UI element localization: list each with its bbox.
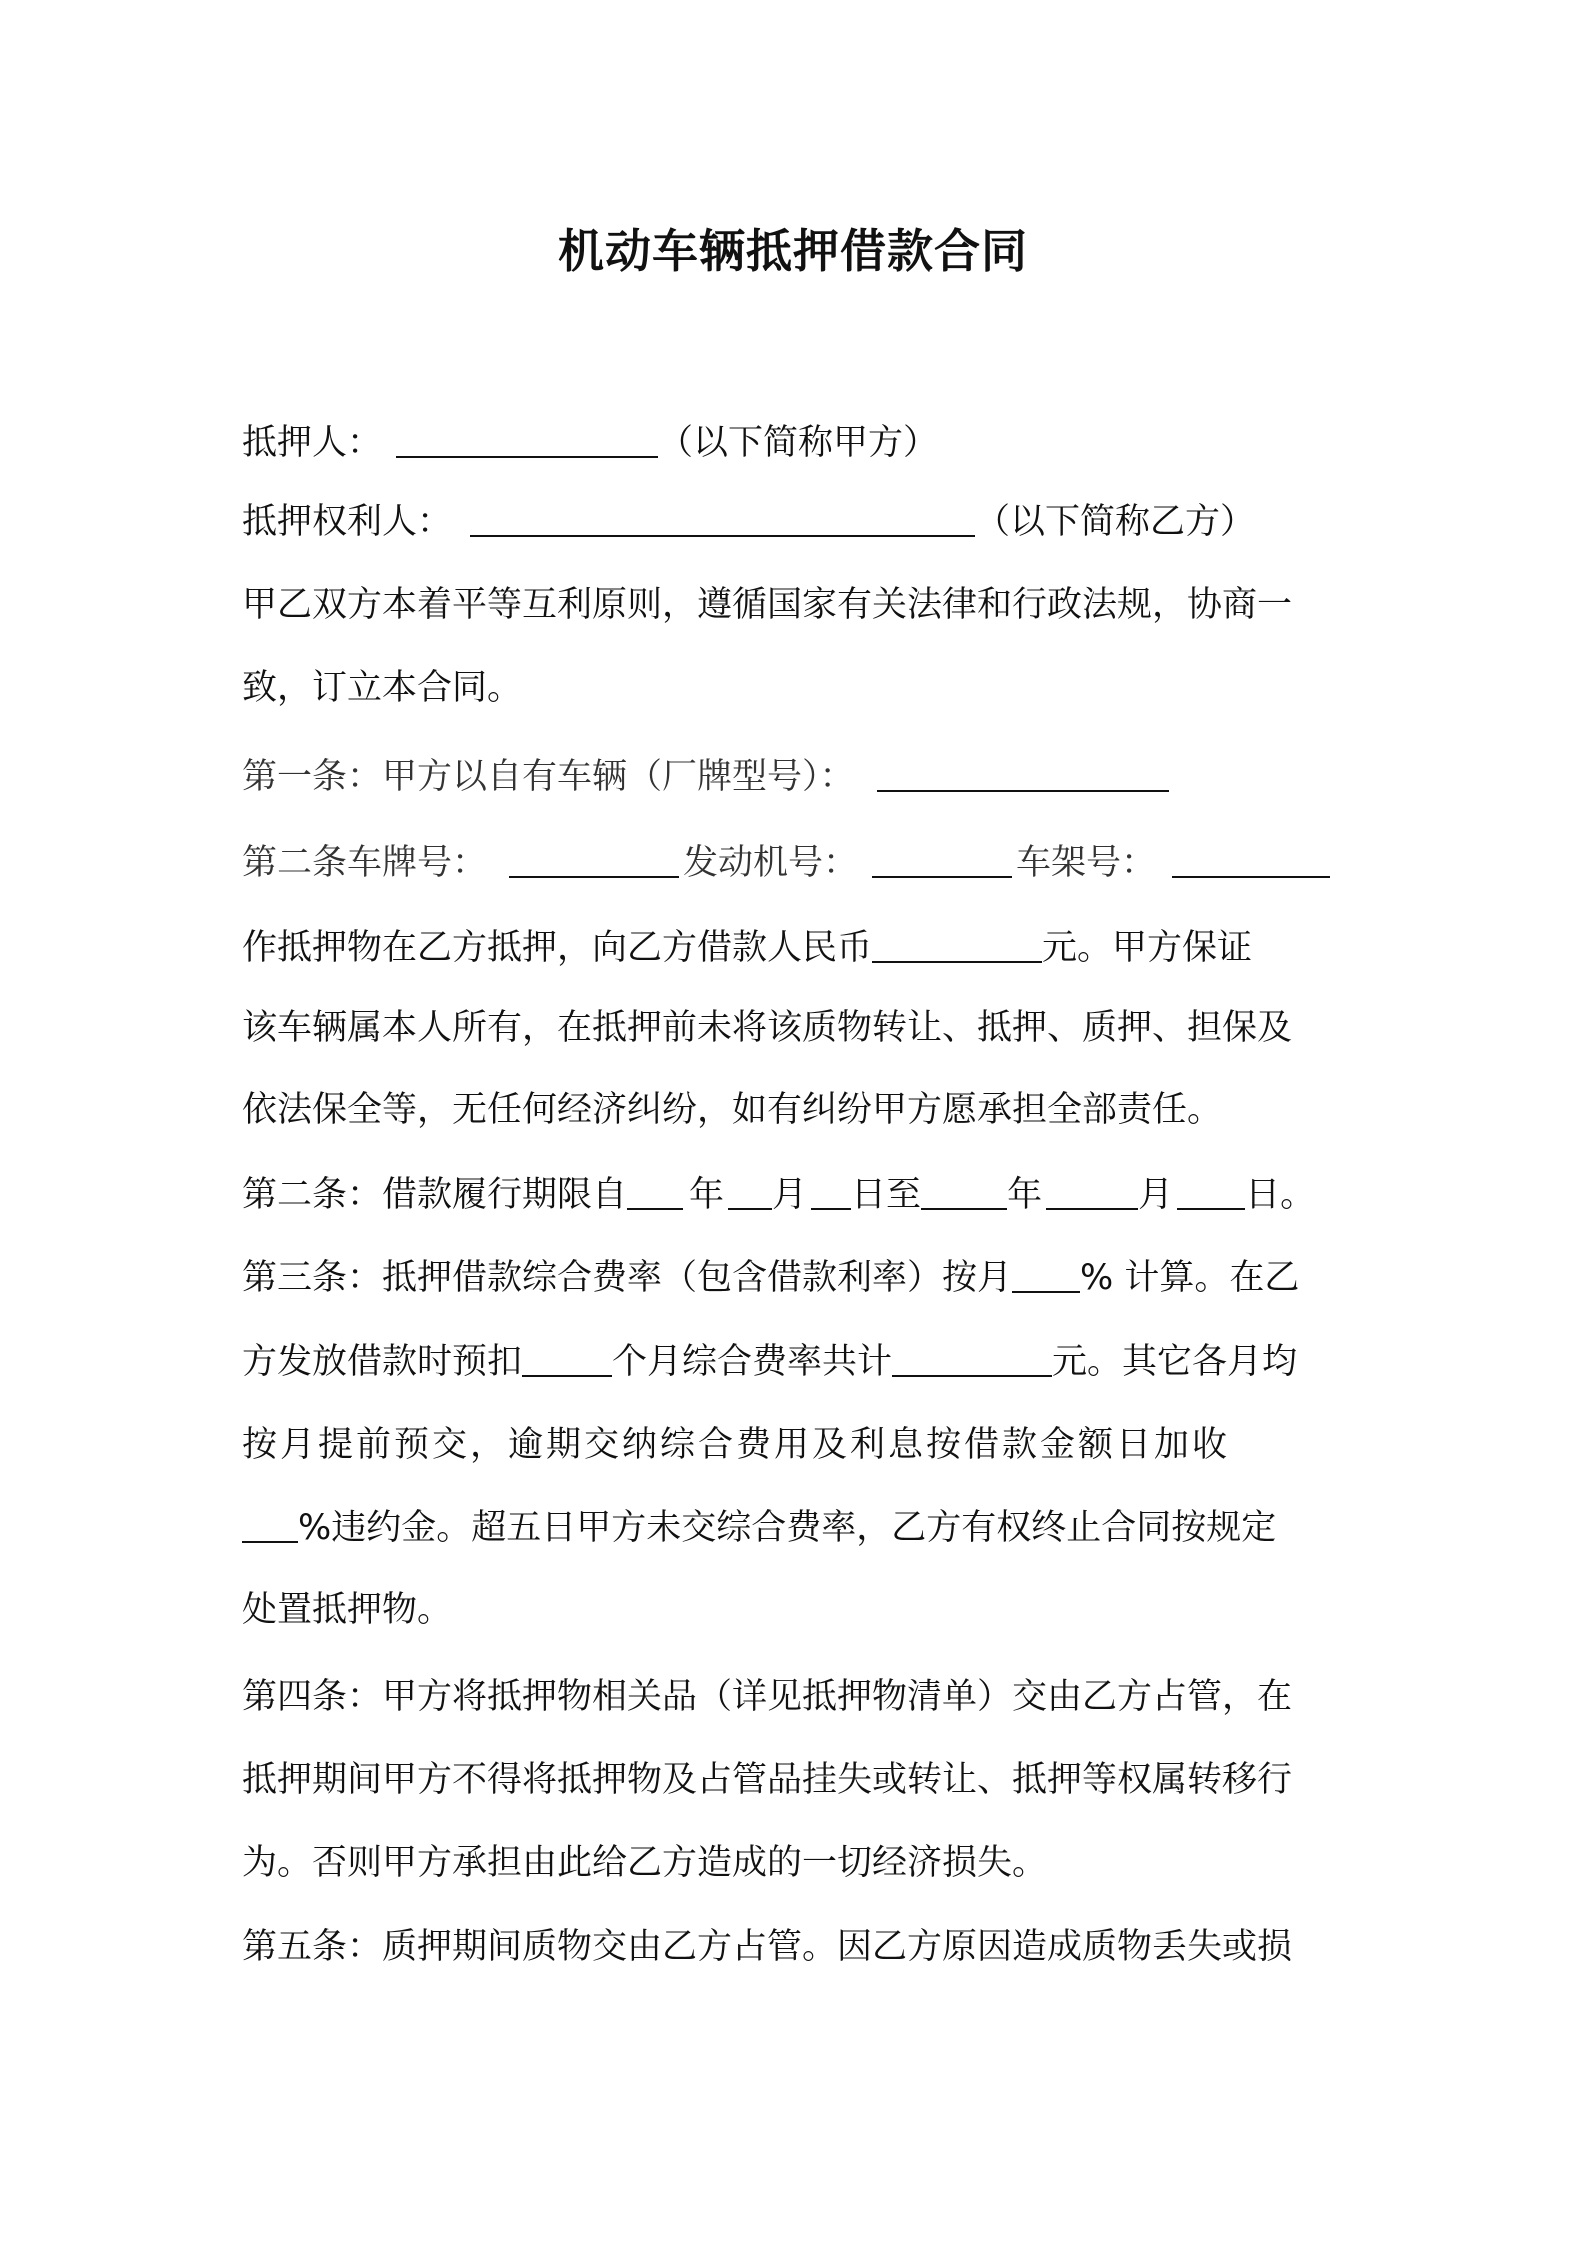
article-3-line-2 — [242, 1337, 1362, 1387]
page-title: 机动车辆抵押借款合同 — [558, 224, 1028, 278]
mortgagee-label: 抵押权利人： — [242, 502, 453, 542]
start-month-blank[interactable] — [728, 1174, 772, 1210]
loan-amount-blank[interactable] — [872, 927, 1042, 963]
end-year-blank[interactable] — [921, 1174, 1007, 1210]
mortgagee-blank[interactable] — [470, 501, 975, 537]
end-month-blank[interactable] — [1046, 1174, 1138, 1210]
penalty-text: %违约金。超五日甲方未交综合费率，乙方有权终止合同按规定 — [298, 1508, 1277, 1548]
prepay-months-blank[interactable] — [522, 1341, 612, 1377]
vehicle-ids-line — [242, 838, 1362, 888]
article-3-line-3: 按月提前预交，逾期交纳综合费用及利息按借款金额日加收 — [242, 1425, 1231, 1465]
article-3-line-4 — [242, 1503, 1362, 1553]
vehicle-model-blank[interactable] — [877, 756, 1169, 792]
article-4-line-2: 抵押期间甲方不得将抵押物及占管品挂失或转让、抵押等权属转移行 — [242, 1760, 1293, 1800]
term-pre: 第二条：借款履行期限自 — [242, 1175, 628, 1215]
prepay-b: 个月综合费率共计 — [612, 1342, 893, 1382]
start-day-blank[interactable] — [811, 1174, 851, 1210]
article-5-line-1: 第五条：质押期间质物交由乙方占管。因乙方原因造成质物丢失或损 — [242, 1927, 1293, 1967]
start-year-blank[interactable] — [627, 1174, 683, 1210]
article-4-line-3: 为。否则甲方承担由此给乙方造成的一切经济损失。 — [242, 1843, 1048, 1883]
plate-label: 第二条车牌号： — [242, 843, 488, 883]
article-1-line-2: 该车辆属本人所有，在抵押前未将该质物转让、抵押、质押、担保及 — [242, 1008, 1293, 1048]
mortgagor-label: 抵押人： — [242, 423, 383, 463]
end-year-label: 年 — [1007, 1175, 1043, 1215]
engine-blank[interactable] — [872, 842, 1012, 878]
prepay-c: 元。其它各月均 — [1052, 1342, 1298, 1382]
prepay-a: 方发放借款时预扣 — [242, 1342, 523, 1382]
loan-amount-post: 元。甲方保证 — [1042, 928, 1253, 968]
prepay-total-blank[interactable] — [892, 1341, 1052, 1377]
mortgagee-note: （以下简称乙方） — [975, 502, 1256, 542]
engine-label: 发动机号： — [683, 843, 859, 883]
plate-blank[interactable] — [509, 842, 679, 878]
article-1-line-3: 依法保全等，无任何经济纠纷，如有纠纷甲方愿承担全部责任。 — [242, 1090, 1223, 1130]
end-day-blank[interactable] — [1177, 1174, 1245, 1210]
start-year-label: 年 — [689, 1175, 725, 1215]
frame-blank[interactable] — [1172, 842, 1330, 878]
article-3-line-5: 处置抵押物。 — [242, 1590, 453, 1630]
mortgagee-line — [242, 497, 1362, 547]
start-day-label: 日至 — [851, 1175, 922, 1215]
start-month-label: 月 — [772, 1175, 808, 1215]
end-month-label: 月 — [1138, 1175, 1174, 1215]
monthly-rate-blank[interactable] — [1012, 1257, 1080, 1293]
mortgagor-line — [242, 418, 1362, 468]
article-2-line — [242, 1170, 1362, 1220]
frame-label: 车架号： — [1016, 843, 1157, 883]
intro-line-1: 甲乙双方本着平等互利原则，遵循国家有关法律和行政法规，协商一 — [242, 585, 1293, 625]
loan-amount-line — [242, 923, 1362, 973]
article-4-line-1: 第四条：甲方将抵押物相关品（详见抵押物清单）交由乙方占管，在 — [242, 1677, 1293, 1717]
rate-pre: 第三条：抵押借款综合费率（包含借款利率）按月 — [242, 1258, 1013, 1298]
article-1-line — [242, 752, 1362, 802]
loan-amount-pre: 作抵押物在乙方抵押，向乙方借款人民币 — [242, 928, 873, 968]
end-day-label: 日。 — [1245, 1175, 1316, 1215]
rate-post: % 计算。在乙 — [1080, 1258, 1300, 1298]
mortgagor-note: （以下简称甲方） — [658, 423, 939, 463]
intro-line-2: 致，订立本合同。 — [242, 668, 523, 708]
article-3-line-1 — [242, 1253, 1362, 1303]
mortgagor-blank[interactable] — [396, 422, 658, 458]
penalty-rate-blank[interactable] — [242, 1507, 298, 1543]
article-1-text: 第一条：甲方以自有车辆（厂牌型号）： — [242, 757, 855, 797]
